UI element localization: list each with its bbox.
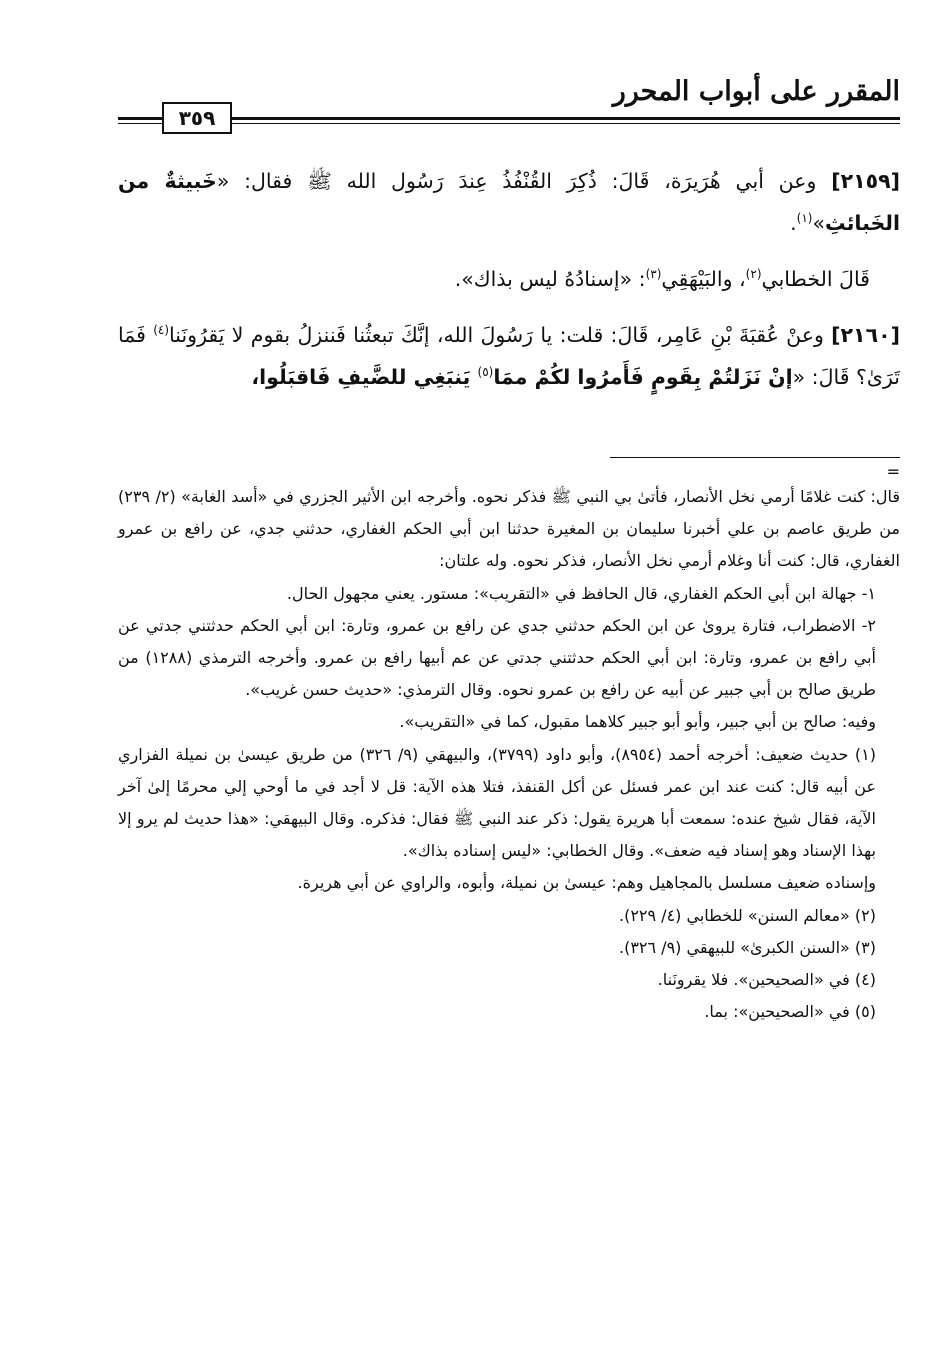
hadith-quote: إنْ نَزَلتُمْ بِقَومٍ فَأَمرُوا لكُمْ ممَا [493,365,793,389]
footnote-continuation: قال: كنت غلامًا أرمي نخل الأنصار، فأتىٰ بي النبي ﷺ فذكر نحوه. وأخرجه ابن الأثير الجزري في «أسد الغابة» (٢/ ٢٣٩) من طريق عاصم بن علي أخبرنا سليمان بن المغيرة حدثنا ابن أبي الحكم الغفاري، حدثني جدي، عن رافع بن عمرو الغفاري، قال: كنت أنا وغلام أرمي نخل الأنصار، فذكر نحوه. وله علتان: [118,487,900,571]
hadith-quote: يَنبَغِي للضَّيفِ فَاقبَلُوا، [251,365,478,389]
continuation-mark: = [886,462,900,481]
hadith-text: . [790,211,797,235]
page-header [118,72,900,132]
page-number: ٣٥٩ [162,102,232,134]
header-rule-thick [118,117,900,120]
grading-line [118,258,900,300]
footnote-4: (٤) في «الصحيحين». فلا يقرونَنا. [657,970,876,990]
hadith-text: وعنْ عُقبَةَ بْنِ عَامِر، قَالَ: قلت: يا رَسُولَ الله، إنَّكَ تبعثُنا فَننزلُ بقوم لا يَقرُونَنا [169,323,824,347]
hadith-number: [٢١٦٠] [831,323,900,347]
footnote-1-cont: وإسناده ضعيف مسلسل بالمجاهيل وهم: عيسىٰ بن نميلة، وأبوه، والراوي عن أبي هريرة. [297,873,876,893]
hadith-text: فَمَا تَرَىٰ؟ قَالَ: « [118,323,900,389]
footnote-ref: (٤) [153,323,170,338]
book-title: المقرر على أبواب المحرر [612,76,900,107]
main-text [118,160,900,412]
grading-text: قَالَ الخطابي [761,267,870,291]
footnotes [118,462,900,1028]
grading-text: ، والبَيْهَقِي [661,267,746,291]
hadith-number: [٢١٥٩] [831,169,900,193]
footnote-continuation: ٢- الاضطراب، فتارة يروىٰ عن ابن الحكم حدثني جدي عن رافع بن عمرو، وتارة: ابن أبي الحكم حدثتني جدتي عن أبي رافع بن عمرو، وتارة: ابن أبي الحكم حدثتني جدتي عن عم أبيها رافع بن عمرو. وأخرجه الترمذي (١٢٨٨) من طريق صالح بن أبي جبير عن أبيه عن رافع بن عمرو نحوه. وقال الترمذي: «حديث حسن غريب». [118,615,877,700]
footnote-5: (٥) في «الصحيحين»: بما. [704,1002,876,1022]
footnote-ref: (١) [796,211,813,226]
footnote-continuation: ١- جهالة ابن أبي الحكم الغفاري، قال الحافظ في «التقريب»: مستور. يعني مجهول الحال. [286,583,876,603]
footnote-separator [610,457,900,458]
hadith-text: » [812,211,826,235]
footnote-continuation: وفيه: صالح بن أبي جبير، وأبو أبو جبير كلاهما مقبول، كما في «التقريب». [399,712,876,732]
footnote-ref: (٥) [477,365,494,380]
hadith-text: وعن أبي هُرَيرَة، قَالَ: ذُكِرَ القُنْفُذُ عِندَ رَسُول الله ﷺ فقال: « [216,169,817,193]
footnote-ref: (٣) [645,267,662,282]
grading-text: : «إسنادُهُ ليس بذاك». [454,267,646,291]
hadith-quote: خَبيثةٌ من الخَبائثِ [118,169,900,235]
hadith-2159 [118,160,900,244]
footnote-3: (٣) «السنن الكبرىٰ» للبيهقي (٩/ ٣٢٦). [618,937,876,957]
footnote-1: (١) حديث ضعيف: أخرجه أحمد (٨٩٥٤)، وأبو داود (٣٧٩٩)، والبيهقي (٩/ ٣٢٦) من طريق عيسىٰ بن نميلة الفزاري عن أبيه قال: كنت عند ابن عمر فسئل عن أكل القنفذ، فتلا هذه الآية: قل لا أجد في ما أوحي إلي محرمًا إلىٰ آخر الآية، فقال شيخ عنده: سمعت أبا هريرة يقول: ذكر عند النبي ﷺ فقال: فذكره. وقال البيهقي: «هذا حديث لم يرو إلا بهذا الإسناد وهو إسناد فيه ضعف». وقال الخطابي: «ليس إسناده بذاك». [118,744,876,861]
hadith-2160 [118,314,900,398]
footnote-2: (٢) «معالم السنن» للخطابي (٤/ ٢٢٩). [618,905,876,925]
header-rule-thin [118,123,900,124]
footnote-ref: (٢) [745,267,762,282]
